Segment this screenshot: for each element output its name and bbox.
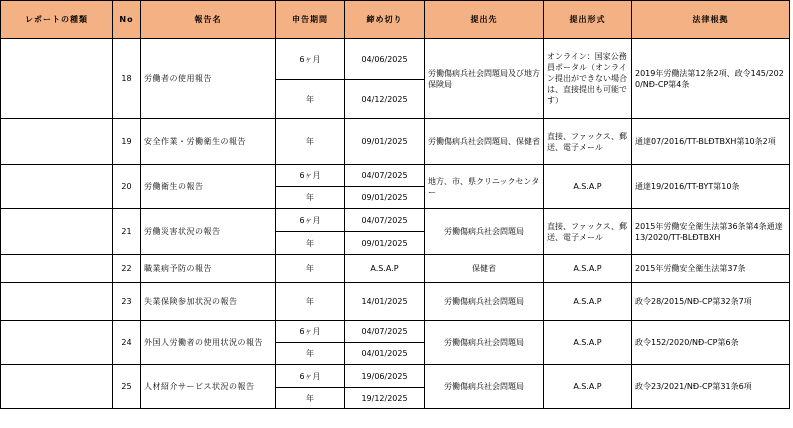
period-cell: 年	[276, 80, 345, 119]
table-row	[1, 119, 790, 165]
row-no: 25	[113, 365, 141, 409]
format-cell: A.S.A.P	[544, 165, 632, 209]
deadline-cell: 04/07/2025	[345, 209, 425, 232]
row-no: 20	[113, 165, 141, 209]
row-no: 22	[113, 255, 141, 283]
header-report-name: 報告名	[141, 1, 276, 39]
period-cell: 年	[276, 232, 345, 255]
deadline-cell: 04/07/2025	[345, 165, 425, 187]
legal-basis-cell: 2019年労働法第12条2項、政令145/2020/NĐ-CP第4条	[632, 39, 790, 119]
format-cell: A.S.A.P	[544, 321, 632, 365]
report-name: 安全作業・労働衛生の報告	[141, 119, 276, 165]
legal-basis-cell: 2015年労働安全衛生法第37条	[632, 255, 790, 283]
report-type-cell	[1, 209, 113, 255]
report-type-cell	[1, 119, 113, 165]
deadline-cell: 09/01/2025	[345, 232, 425, 255]
submit-to-cell: 地方、市、県クリニックセンター	[425, 165, 544, 209]
report-name: 職業病予防の報告	[141, 255, 276, 283]
deadline-cell: A.S.A.P	[345, 255, 425, 283]
period-cell: 6ヶ月	[276, 209, 345, 232]
report-type-cell	[1, 165, 113, 209]
report-name: 外国人労働者の使用状況の報告	[141, 321, 276, 365]
deadline-cell: 19/12/2025	[345, 388, 425, 409]
submit-to-cell: 労働傷病兵社会問題局	[425, 209, 544, 255]
table-row	[1, 209, 790, 232]
submit-to-cell: 保健省	[425, 255, 544, 283]
row-no: 24	[113, 321, 141, 365]
header-legal-basis: 法律根拠	[632, 1, 790, 39]
legal-basis-cell: 通達07/2016/TT-BLĐTBXH第10条2項	[632, 119, 790, 165]
header-report-type: レポートの種類	[1, 1, 113, 39]
legal-basis-cell: 政令28/2015/NĐ-CP第32条7項	[632, 283, 790, 321]
period-cell: 年	[276, 119, 345, 165]
row-no: 21	[113, 209, 141, 255]
period-cell: 6ヶ月	[276, 165, 345, 187]
period-cell: 年	[276, 255, 345, 283]
format-cell: A.S.A.P	[544, 365, 632, 409]
submit-to-cell: 労働傷病兵社会問題局、保健省	[425, 119, 544, 165]
legal-basis-cell: 2015年労働安全衛生法第36条第4条通達13/2020/TT-BLĐTBXH	[632, 209, 790, 255]
submit-to-cell: 労働傷病兵社会問題局及び地方保険局	[425, 39, 544, 119]
report-name: 人材紹介サービス状況の報告	[141, 365, 276, 409]
report-name: 労働災害状況の報告	[141, 209, 276, 255]
header-no: No	[113, 1, 141, 39]
submit-to-cell: 労働傷病兵社会問題局	[425, 365, 544, 409]
report-name: 労働者の使用報告	[141, 39, 276, 119]
report-type-cell	[1, 283, 113, 321]
format-cell: A.S.A.P	[544, 283, 632, 321]
row-no: 23	[113, 283, 141, 321]
period-cell: 6ヶ月	[276, 321, 345, 343]
table-row	[1, 165, 790, 187]
deadline-cell: 04/06/2025	[345, 39, 425, 80]
legal-basis-cell: 政令23/2021/NĐ-CP第31条6項	[632, 365, 790, 409]
format-cell: 直接、ファックス、郵送、電子メール	[544, 119, 632, 165]
period-cell: 年	[276, 343, 345, 365]
table-row	[1, 283, 790, 321]
deadline-cell: 19/06/2025	[345, 365, 425, 388]
deadline-cell: 04/01/2025	[345, 343, 425, 365]
report-type-cell	[1, 365, 113, 409]
period-cell: 6ヶ月	[276, 365, 345, 388]
format-cell: 直接、ファックス、郵送、電子メール	[544, 209, 632, 255]
period-cell: 6ヶ月	[276, 39, 345, 80]
period-cell: 年	[276, 187, 345, 209]
table-row	[1, 365, 790, 388]
row-no: 18	[113, 39, 141, 119]
period-cell: 年	[276, 283, 345, 321]
deadline-cell: 14/01/2025	[345, 283, 425, 321]
deadline-cell: 09/01/2025	[345, 187, 425, 209]
header-row	[1, 1, 790, 39]
submit-to-cell: 労働傷病兵社会問題局	[425, 321, 544, 365]
table-row	[1, 255, 790, 283]
format-cell: A.S.A.P	[544, 255, 632, 283]
report-type-cell	[1, 255, 113, 283]
deadline-cell: 04/07/2025	[345, 321, 425, 343]
report-name: 失業保険参加状況の報告	[141, 283, 276, 321]
header-submit-to: 提出先	[425, 1, 544, 39]
submit-to-cell: 労働傷病兵社会問題局	[425, 283, 544, 321]
deadline-cell: 04/12/2025	[345, 80, 425, 119]
deadline-cell: 09/01/2025	[345, 119, 425, 165]
row-no: 19	[113, 119, 141, 165]
table-row	[1, 321, 790, 343]
report-type-cell	[1, 321, 113, 365]
legal-basis-cell: 政令152/2020/NĐ-CP第6条	[632, 321, 790, 365]
header-format: 提出形式	[544, 1, 632, 39]
period-cell: 年	[276, 388, 345, 409]
format-cell: オンライン：国家公務員ポータル（オンライン提出ができない場合は、直接提出も可能です）	[544, 39, 632, 119]
header-period: 申告期間	[276, 1, 345, 39]
report-type-cell	[1, 39, 113, 119]
legal-basis-cell: 通達19/2016/TT-BYT第10条	[632, 165, 790, 209]
header-deadline: 締め切り	[345, 1, 425, 39]
report-name: 労働衛生の報告	[141, 165, 276, 209]
table-row	[1, 39, 790, 80]
